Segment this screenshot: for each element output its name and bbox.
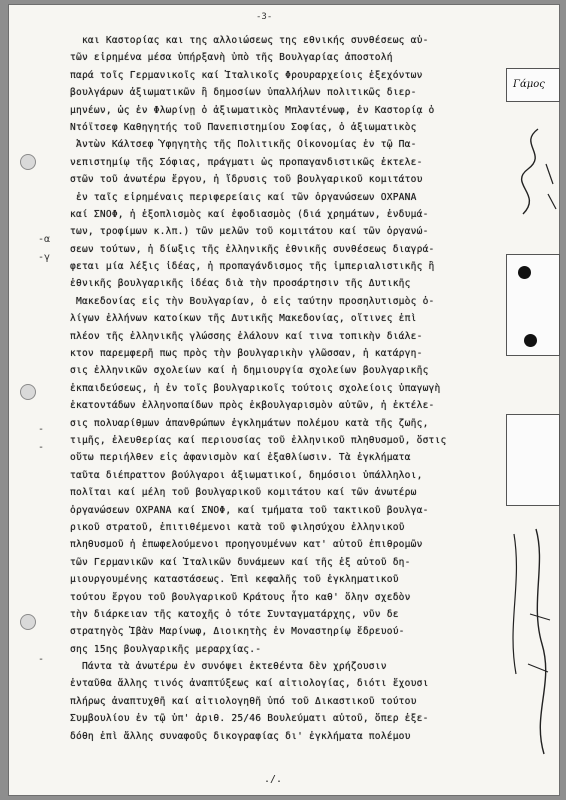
text-line: ἐνταῦθα ἄλλης τινός ἀναπτύξεως καί αἰτιολογίας, διότι ἔχουσι bbox=[70, 678, 429, 690]
text-line: Πάντα τὰ ἀνωτέρω ἐν συνόψει ἐκτεθέντα δὲν χρήζουσιν bbox=[70, 661, 387, 673]
text-line: τούτου ἔργου τοῦ βουλγαρικοῦ Κράτους ἦτο καθ' ὅλην σχεδὸν bbox=[70, 591, 411, 603]
text-line: τὴν διάρκειαν τῆς κατοχῆς ὁ τότε Συνταγματάρχης, νῦν δε bbox=[70, 608, 399, 620]
text-line: λίγων ἑλλήνων κατοίκων τῆς Δυτικῆς Μακεδονίας, οἵτινες ἐπὶ bbox=[70, 313, 417, 325]
text-line: τῶν Γερμανικῶν καί Ἰταλικῶν δυνάμεων καί τῆς ἐξ αὐτοῦ δη- bbox=[70, 556, 411, 568]
text-line: πολῖται καί μέλη τοῦ βουλγαρικοῦ κομιτάτου καί τῶν ἀνωτέρω bbox=[70, 487, 417, 499]
binder-hole bbox=[20, 384, 36, 400]
text-line: νεπιστημίῳ τῆς Σόφιας, πράγματι ὡς προπαγανδιστικῶς ἐκτελε- bbox=[70, 156, 423, 168]
ink-dot-icon bbox=[524, 334, 537, 347]
continuation-mark: ./. bbox=[264, 774, 283, 785]
text-line: σης 15ης βουλγαρικῆς μεραρχίας.- bbox=[70, 643, 262, 655]
text-line: Μακεδονίας εἰς τὴν Βουλγαρίαν, ὁ εἰς ταύτην προσηλυτισμὸς ὀ- bbox=[70, 295, 435, 307]
margin-mark: -γ bbox=[38, 252, 51, 263]
text-line: μηνέων, ὡς ἐν Φλωρίνῃ ὁ ἀξιωματικὸς Μπλαντένωφ, ἐν Καστορίᾳ ὁ bbox=[70, 104, 435, 116]
text-line: ὀργανώσεων ΟΧΡΑΝΑ καί ΣΝΟΦ, καί τμήματα τοῦ τακτικοῦ βουλγα- bbox=[70, 504, 429, 516]
binder-hole bbox=[20, 154, 36, 170]
right-margin bbox=[498, 4, 560, 796]
text-line: ἑκατοντάδων ἑλληνοπαίδων πρὸς ἐκβουλγαρισμὸν αὐτῶν, ἡ ἐκτέλε- bbox=[70, 400, 435, 412]
handwritten-signatures-icon bbox=[502, 524, 558, 764]
text-line: ἐκπαιδεύσεως, ἡ ἐν τοῖς βουλγαρικοῖς τούτοις σχολείοις ὑπαγωγὴ bbox=[70, 382, 441, 394]
ink-dot-icon bbox=[518, 266, 531, 279]
text-line: οὕτω περιήλθεν εἰς ἀφανισμὸν καί ἐξαθλίωσιν. Τὰ ἐγκλήματα bbox=[70, 452, 411, 464]
text-line: πλήρως ἀναπτυχθῆ καί αἰτιολογηθῆ ὑπό τοῦ Δικαστικοῦ τούτου bbox=[70, 695, 417, 707]
margin-mark: - bbox=[38, 424, 45, 435]
margin-mark: - bbox=[38, 442, 45, 453]
text-line: καί ΣΝΟΦ, ἡ ἐξοπλισμὸς καί ἐφοδιασμὸς (διά χρημάτων, ἐνδυμά- bbox=[70, 208, 429, 220]
text-line: των, τροφίμων κ.λπ.) τῶν μελῶν τοῦ κομιτάτου καί τῶν ὀργανώ- bbox=[70, 226, 429, 238]
text-line: φεται μία λέξις ἰδέας, ἡ προπαγάνδισμος τῆς ἰμπεριαλιστικῆς ἢ bbox=[70, 261, 435, 273]
text-line: βουλγάρων ἀξιωματικῶν ἢ δημοσίων ὑπαλλήλων πολιτικῶς διερ- bbox=[70, 87, 417, 99]
document-body bbox=[70, 32, 490, 745]
text-line: και Καστορίας και της αλλοιώσεως της εθνικής συνθέσεως αὐ- bbox=[70, 35, 429, 46]
text-line: κτον παρεμφερῆ πως πρὸς τὴν βουλγαρικὴν γλῶσσαν, ἡ κατάργη- bbox=[70, 348, 423, 360]
margin-mark: -α bbox=[38, 234, 51, 245]
text-line: τιμῆς, ἐλευθερίας καί περιουσίας τοῦ ἑλληνικοῦ πληθυσμοῦ, ὅστις bbox=[70, 434, 447, 446]
stamp-box bbox=[506, 414, 560, 506]
text-line: σις ἑλληνικῶν σχολείων καί ἡ δημιουργία σχολείων βουλγαρικῆς bbox=[70, 365, 429, 377]
text-line: στρατηγὸς Ἰβὰν Μαρίνωφ, Διοικητὴς ἐν Μοναστηρίῳ ἕδρευού- bbox=[70, 626, 405, 638]
stamp-label: Γάμος bbox=[513, 79, 545, 90]
text-line: πλέον τῆς ἑλληνικῆς γλώσσης ἐλάλουν καί τινα τοπικὴν διάλε- bbox=[70, 330, 423, 342]
handwritten-signature-icon bbox=[508, 124, 558, 224]
text-line: Συμβουλίου ἐν τῷ ὑπ' ἀριθ. 25/46 Βουλεύματι αὐτοῦ, ὅπερ ἐξε- bbox=[70, 713, 429, 725]
text-line: σεων τούτων, ἡ δίωξις τῆς ἑλληνικῆς ἐθνικῆς συνθέσεως διαγρά- bbox=[70, 243, 435, 255]
text-line: πληθυσμοῦ ἡ ἐπωφελούμενοι προηγουμένων κατ' αὐτοῦ ἐπιθρομῶν bbox=[70, 539, 423, 551]
text-line: ρικοῦ στρατοῦ, ἐπιτιθέμενοι κατὰ τοῦ φιλησύχου ἑλληνικοῦ bbox=[70, 521, 405, 533]
text-line: ταῦτα διέπραττον βούλγαροι ἀξιωματικοί, δημόσιοι ὑπάλληλοι, bbox=[70, 469, 423, 481]
text-line: Ντόϊτσεφ Καθηγητής τοῦ Πανεπιστημίου Σοφίας, ὁ ἀξιωματικὸς bbox=[70, 121, 417, 133]
left-margin-marks bbox=[38, 4, 68, 796]
binder-hole bbox=[20, 614, 36, 630]
page-number: -3- bbox=[256, 12, 273, 22]
text-line: Ἀντὼν Κάλτσεφ Ὑφηγητὴς τῆς Πολιτικῆς Οἰκονομίας ἐν τῷ Πα- bbox=[70, 139, 417, 151]
text-line: στῶν τοῦ ἀνωτέρω ἔργου, ἡ ἵδρυσις τοῦ βουλγαρικοῦ κομιτάτου bbox=[70, 174, 423, 186]
text-line: ἐθνικῆς βουλγαρικῆς ἰδέας διὰ τὴν προσάρτησιν τῆς Δυτικῆς bbox=[70, 278, 411, 290]
stamp-box bbox=[506, 68, 560, 102]
text-line: σις πολυαρίθμων ἀπανθρώπων ἐγκλημάτων πολέμου κατὰ τῆς ζωῆς, bbox=[70, 417, 429, 429]
text-line: δόθη ἐπὶ ἄλλης συναφοῦς δικογραφίας δι' ἐγκλήματα πολέμου bbox=[70, 730, 411, 742]
text-line: ἐν ταῖς εἰρημέναις περιφερείαις καί τῶν ὀργανώσεων ΟΧΡΑΝΑ bbox=[70, 191, 417, 203]
margin-mark: - bbox=[38, 654, 45, 665]
text-line: τῶν εἰρημένα μέσα ὑπήρξανὴ ὑπὸ τῆς Βουλγαρίας ἀποστολή bbox=[70, 52, 393, 64]
document-page bbox=[8, 4, 560, 796]
text-line: μιουργουμένης καταστάσεως. Ἐπὶ κεφαλῆς τοῦ ἐγκληματικοῦ bbox=[70, 574, 399, 586]
text-line: παρά τοῖς Γερμανικοῖς καί Ἰταλικοῖς Φρουραρχείοις ἐξεχόντων bbox=[70, 69, 423, 81]
